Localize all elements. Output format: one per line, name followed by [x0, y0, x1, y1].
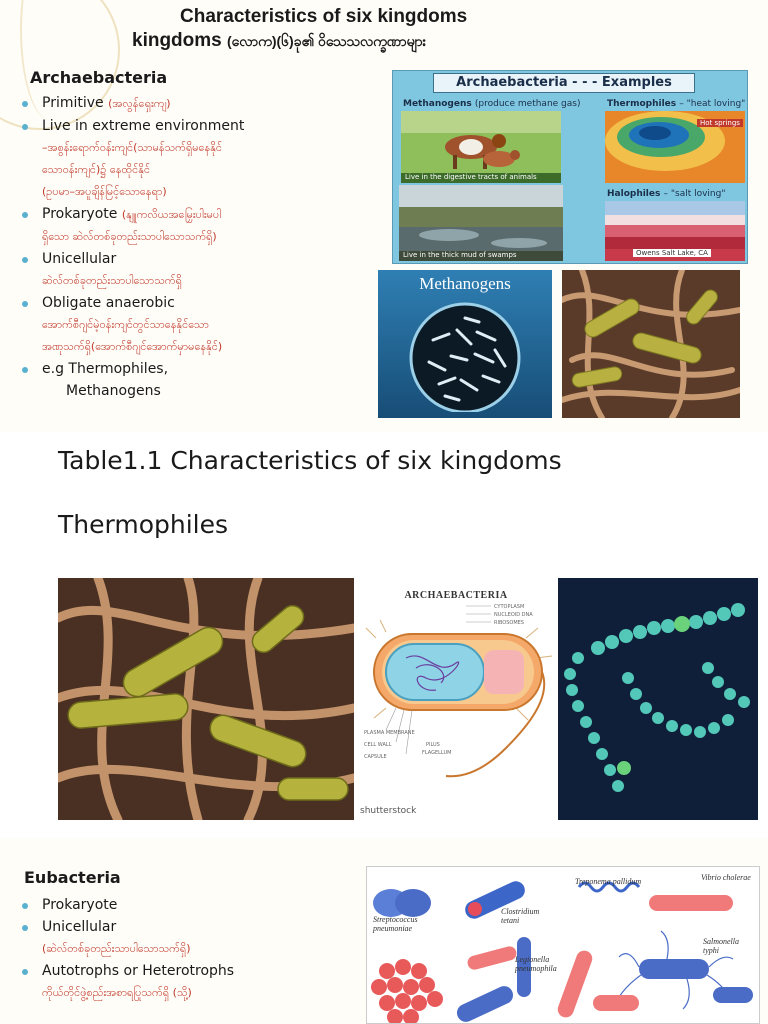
- salt-lake-photo: [605, 201, 745, 261]
- slide-title: Characteristics of six kingdoms: [180, 6, 468, 27]
- bacteria-label: Salmonella typhi: [703, 937, 739, 955]
- section-heading: Eubacteria: [24, 868, 121, 887]
- list-item-note: (ဥပမာ–အပူချိန်မြင့်သောနေရာ): [42, 185, 167, 198]
- bullet-icon: [22, 925, 28, 931]
- list-item: Primitive (အလွန်ရှေးကျ): [18, 92, 376, 115]
- diagram-label: CELL WALL: [364, 742, 392, 748]
- cows-photo: [401, 111, 561, 183]
- bullet-icon: [22, 212, 28, 218]
- owens-caption: Owens Salt Lake, CA: [633, 249, 711, 257]
- characteristics-list: [18, 92, 376, 402]
- archaebacteria-diagram: [356, 578, 556, 820]
- list-item-note: ကိုယ်တိုင်ဖွဲ့စည်းအစာရပြုသက်ရှိ (သို့): [42, 986, 192, 999]
- list-item: Unicellular: [18, 916, 368, 938]
- list-item-note: (ဆဲလ်တစ်ခုတည်းသာပါသောသက်ရှိ): [42, 942, 191, 955]
- bullet-icon: [22, 257, 28, 263]
- bullet-icon: [22, 301, 28, 307]
- thermophiles-label: Thermophiles – "heat loving": [607, 99, 746, 109]
- list-item: Prokaryote (နျူကလိယအမြှေးပါးမပါ: [18, 203, 376, 226]
- methanogens-panel: [378, 270, 552, 418]
- list-item: Unicellular: [18, 248, 376, 270]
- list-item: Autotrophs or Heterotrophs: [18, 960, 368, 982]
- bullet-icon: [22, 903, 28, 909]
- list-item: e.g Thermophiles,: [18, 358, 376, 380]
- list-item-note: ဆဲလ်တစ်ခုတည်းသာပါသောသက်ရှိ: [42, 274, 182, 287]
- eubacteria-illustration: [366, 866, 760, 1024]
- archaebacteria-slide: [0, 0, 768, 432]
- list-item: Obligate anaerobic: [18, 292, 376, 314]
- characteristics-list: [18, 894, 368, 1004]
- list-item-continuation: Methanogens: [66, 383, 161, 399]
- diagram-label: FLAGELLUM: [422, 750, 452, 756]
- bacteria-label: Clostridium tetani: [501, 907, 540, 925]
- bullet-icon: [22, 969, 28, 975]
- table-caption: Table1.1 Characteristics of six kingdoms: [58, 446, 562, 475]
- archaebacteria-sem-photo: [562, 270, 740, 418]
- diagram-label: PILUS: [426, 742, 440, 748]
- diagram-title: ARCHAEBACTERIA: [404, 590, 508, 601]
- cyanobacteria-chain-photo: [558, 578, 758, 820]
- diagram-label: RIBOSOMES: [494, 620, 524, 626]
- eubacteria-slide: [0, 838, 768, 1024]
- halophiles-label: Halophiles – "salt loving": [607, 189, 726, 199]
- list-item: Prokaryote: [18, 894, 368, 916]
- microscope-view: [405, 300, 525, 412]
- section-subtitle: Thermophiles: [58, 510, 228, 539]
- list-item: Live in extreme environment: [18, 115, 376, 137]
- methanogens-title: Methanogens: [419, 274, 511, 293]
- bullet-icon: [22, 124, 28, 130]
- diagram-label: NUCLEOID DNA: [494, 612, 533, 618]
- bullet-icon: [22, 101, 28, 107]
- thermophiles-sem-photo: [58, 578, 354, 820]
- diagram-label: CYTOPLASM: [494, 604, 525, 610]
- examples-panel: [392, 70, 748, 264]
- diagram-label: CAPSULE: [364, 754, 387, 760]
- list-item-note: အဏုသက်ရှိ(အောက်စီဂျင်အောက်မှာမနေနိုင်): [42, 340, 223, 353]
- hot-springs-photo: [605, 111, 745, 183]
- examples-title: Archaebacteria - - - Examples: [433, 73, 695, 93]
- bacteria-label: Streptococcus pneumoniae: [373, 915, 418, 933]
- watermark: shutterstock: [360, 806, 417, 816]
- hot-springs-tag: Hot springs: [697, 119, 743, 127]
- list-item-note: –အစွန်းရောက်ဝန်းကျင်(သာမန်သက်ရှိမနေနိုင်: [42, 141, 222, 154]
- bacteria-label: Treponema pallidum: [575, 877, 642, 886]
- list-item-note: အောက်စီဂျင်မဲ့ဝန်းကျင်တွင်သာနေနိုင်သော: [42, 318, 209, 331]
- bullet-icon: [22, 367, 28, 373]
- list-item-note: ရှိသော ဆဲလ်တစ်ခုတည်းသာပါသောသက်ရှိ): [42, 230, 217, 243]
- digestive-caption: Live in the digestive tracts of animals: [405, 173, 537, 181]
- bacteria-label: Legionella pneumophila: [515, 955, 557, 973]
- section-heading: Archaebacteria: [30, 68, 168, 87]
- methanogens-label: Methanogens (produce methane gas): [403, 99, 581, 109]
- slide-title-line2: kingdoms (လောက)(၆)ခု၏ ဝိသေသလက္ခဏာများ: [132, 30, 427, 51]
- diagram-label: PLASMA MEMBRANE: [364, 730, 415, 736]
- list-item-note: သောဝန်းကျင်)၌ နေထိုင်နိုင်: [42, 163, 151, 176]
- swamp-photo: [399, 185, 563, 261]
- swamp-caption: Live in the thick mud of swamps: [403, 251, 517, 259]
- bacteria-label: Vibrio cholerae: [701, 873, 751, 882]
